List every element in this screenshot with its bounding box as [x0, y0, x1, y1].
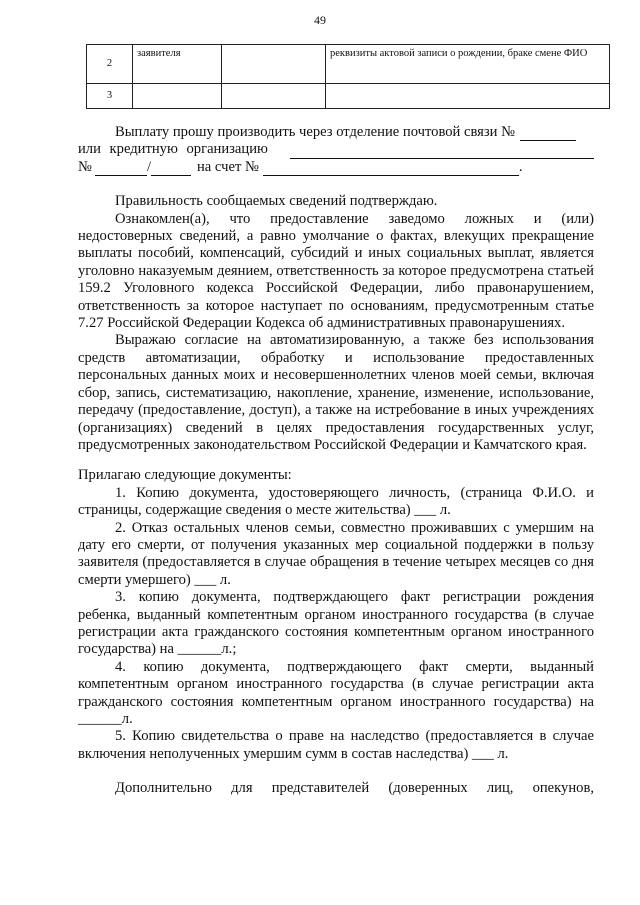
payment-line-2	[78, 141, 594, 158]
table-cell	[222, 84, 326, 109]
table-cell-num: 3	[87, 84, 133, 109]
table-cell	[326, 84, 610, 109]
attachments-heading: Прилагаю следующие документы:	[78, 467, 292, 484]
table-row	[87, 84, 610, 109]
payment-postal-text: Выплату прошу производить через отделение почтовой связи №	[115, 124, 516, 140]
documents-table	[86, 44, 610, 109]
confirm-statement: Правильность сообщаемых сведений подтверждаю.	[115, 193, 438, 210]
attachment-item: 5. Копию свидетельства о праве на наследство (предоставляется в случае включения неполученных умершим сумм в состав наследства) ___ л.	[78, 728, 594, 762]
representatives-paragraph: Дополнительно для представителей (доверенных лиц, опекунов,	[115, 780, 594, 797]
line-end: .	[518, 158, 523, 175]
document-body	[78, 124, 594, 798]
credit-organization-field[interactable]	[290, 145, 594, 159]
table-cell: заявителя	[133, 45, 222, 84]
payment-line-3	[78, 159, 594, 176]
payment-bank-text: или кредитную организацию	[78, 141, 268, 158]
table-cell-num: 2	[87, 45, 133, 84]
attachment-item: 3. копию документа, подтверждающего факт регистрации рождения ребенка, выданный компетентным органом иностранного государства (в случае регистрации акта гражданского состояния компетентным органом иностранного государства) на ______л.;	[78, 589, 594, 658]
number-label: №	[78, 158, 92, 175]
table-row	[87, 45, 610, 84]
branch-number-field[interactable]	[95, 162, 147, 176]
payment-line-1	[78, 124, 594, 141]
acknowledge-paragraph: Ознакомлен(а), что предоставление заведомо ложных и (или) недостоверных сведений, а равно умолчание о фактах, влекущих прекращение выплаты пособий, компенсаций, субсидий и иных социальных выплат, является уголовно наказуемым деянием, ответственность за которое предусмотрена статьей 159.2 Уголовного кодекса Российской Федерации, либо правонарушением, ответственность за которое наступает по основаниям, предусмотренным статье 7.27 Российской Федерации Кодекса об административных правонарушениях.	[78, 210, 594, 332]
account-label: на счет №	[197, 158, 259, 175]
table-cell	[133, 84, 222, 109]
number-separator: /	[146, 158, 151, 175]
table-cell	[222, 45, 326, 84]
account-number-field[interactable]	[263, 162, 519, 176]
page-number: 49	[314, 13, 326, 27]
attachment-item: 1. Копию документа, удостоверяющего личность, (страница Ф.И.О. и страницы, содержащие сведения о месте жительства) ___ л.	[78, 484, 594, 519]
consent-paragraph: Выражаю согласие на автоматизированную, а также без использования средств автоматизации, обработку и использование предоставленных персональных данных моих и несовершеннолетних членов моей семьи, включая сбор, запись, систематизацию, накопление, хранение, изменение, использование, передачу (предоставление, доступ), а также на истребование в иных учреждениях (организациях) сведений в целях предоставления государственных услуг, предусмотренных законодательством Российской Федерации и Камчатского края.	[78, 332, 594, 453]
postal-office-number-field[interactable]	[520, 127, 576, 141]
branch-subnumber-field[interactable]	[151, 162, 191, 176]
attachment-item: 4. копию документа, подтверждающего факт смерти, выданный компетентным органом иностранного государства (в случае регистрации акта гражданского состояния компетентным органом иностранного государства) на ______л.	[78, 658, 594, 727]
attachment-item: 2. Отказ остальных членов семьи, совместно проживавших с умершим на дату его смерти, от получения указанных мер социальной поддержки в пользу заявителя (предоставляется в случае обращения в течение четырех месяцев со дня смерти умершего) ___ л.	[78, 519, 594, 588]
table-cell: реквизиты актовой записи о рождении, браке смене ФИО	[326, 45, 610, 84]
